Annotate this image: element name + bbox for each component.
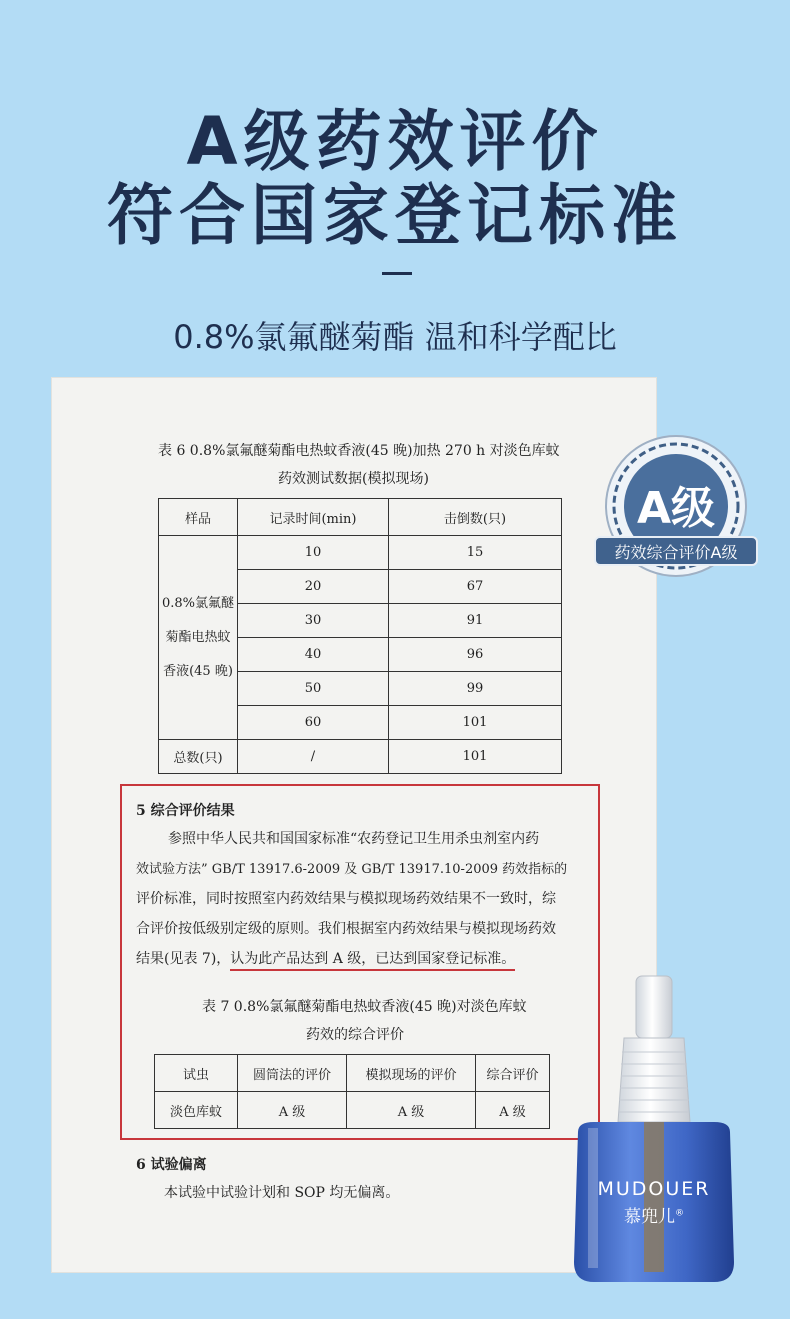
table6-count: 96 — [389, 638, 562, 672]
table7 — [154, 1054, 550, 1129]
product-bottle-image — [564, 972, 744, 1290]
table6-header-count: 击倒数(只) — [389, 499, 562, 536]
section5-line4: 合评价按低级别定级的原则。我们根据室内药效结果与模拟现场药效 — [136, 921, 556, 937]
table6-time: 30 — [238, 604, 389, 638]
table6-header-time: 记录时间(min) — [238, 499, 389, 536]
table6 — [158, 498, 562, 774]
table7-caption-line2: 药效的综合评价 — [306, 1027, 404, 1043]
product-brand-en: MUDOUER — [597, 1178, 711, 1200]
table6-time: 50 — [238, 672, 389, 706]
table7-field-grade: A 级 — [347, 1092, 476, 1129]
table6-time: 20 — [238, 570, 389, 604]
table6-count: 15 — [389, 536, 562, 570]
product-brand-cn — [564, 1202, 744, 1227]
table7-header-cylinder: 圆筒法的评价 — [238, 1055, 347, 1092]
section5-line1: 参照中华人民共和国国家标准“农药登记卫生用杀虫剂室内药 — [168, 831, 540, 847]
page-subtitle: 0.8%氯氟醚菊酯 温和科学配比 — [173, 318, 617, 356]
table6-count: 67 — [389, 570, 562, 604]
table7-header-overall: 综合评价 — [476, 1055, 550, 1092]
table6-count: 101 — [389, 706, 562, 740]
table6-sample-cell — [159, 536, 238, 740]
table7-overall-grade: A 级 — [476, 1092, 550, 1129]
table6-time: 40 — [238, 638, 389, 672]
table7-header-row — [155, 1055, 550, 1092]
table6-sample-line3: 香液(45 晚) — [163, 663, 233, 679]
registered-mark: ® — [675, 1208, 684, 1219]
table7-header-field: 模拟现场的评价 — [347, 1055, 476, 1092]
table6-total-row — [159, 740, 562, 774]
table6-total-time: / — [238, 740, 389, 774]
table6-count: 99 — [389, 672, 562, 706]
section5-line3: 评价标准，同时按照室内药效结果与模拟现场药效结果不一致时，综 — [136, 891, 556, 907]
section5-line2: 效试验方法” GB/T 13917.6-2009 及 GB/T 13917.10-2009 药效指标的 — [136, 862, 568, 877]
table6-sample-line2: 菊酯电热蚊 — [165, 629, 231, 645]
badge-grade: A级 — [636, 483, 716, 534]
section5-line5 — [136, 948, 515, 968]
table6-caption-line2: 药效测试数据(模拟现场) — [278, 471, 429, 487]
badge-caption: 药效综合评价A级 — [594, 536, 758, 566]
table6-time: 60 — [238, 706, 389, 740]
section6-body: 本试验中试验计划和 SOP 均无偏离。 — [164, 1185, 400, 1201]
table6-count: 91 — [389, 604, 562, 638]
table6-header-row — [159, 499, 562, 536]
table6-sample-line1: 0.8%氯氟醚 — [161, 595, 235, 611]
page-title-line1: A级药效评价 — [186, 103, 604, 180]
table7-header-insect: 试虫 — [155, 1055, 238, 1092]
conclusion-underlined-text: 认为此产品达到 A 级，已达到国家登记标准。 — [230, 951, 515, 971]
page-title-line2: 符合国家登记标准 — [107, 177, 683, 254]
table6-time: 10 — [238, 536, 389, 570]
section5-line5-start: 结果(见表 7)， — [136, 951, 231, 967]
table6-total-count: 101 — [389, 740, 562, 774]
table-row — [159, 536, 562, 570]
section6-heading: 6 试验偏离 — [136, 1157, 207, 1173]
table-row — [155, 1092, 550, 1129]
table7-cylinder-grade: A 级 — [238, 1092, 347, 1129]
grade-badge — [596, 428, 756, 588]
bottle-icon — [564, 972, 744, 1290]
section5-heading: 5 综合评价结果 — [136, 803, 235, 819]
table6-total-label: 总数(只) — [159, 740, 238, 774]
table7-insect: 淡色库蚊 — [155, 1092, 238, 1129]
title-divider — [382, 272, 412, 275]
table6-caption-line1: 表 6 0.8%氯氟醚菊酯电热蚊香液(45 晚)加热 270 h 对淡色库蚊 — [158, 443, 560, 459]
table6-header-sample: 样品 — [159, 499, 238, 536]
product-brand-cn-text: 慕兜儿 — [624, 1207, 675, 1227]
table7-caption-line1: 表 7 0.8%氯氟醚菊酯电热蚊香液(45 晚)对淡色库蚊 — [202, 999, 527, 1015]
